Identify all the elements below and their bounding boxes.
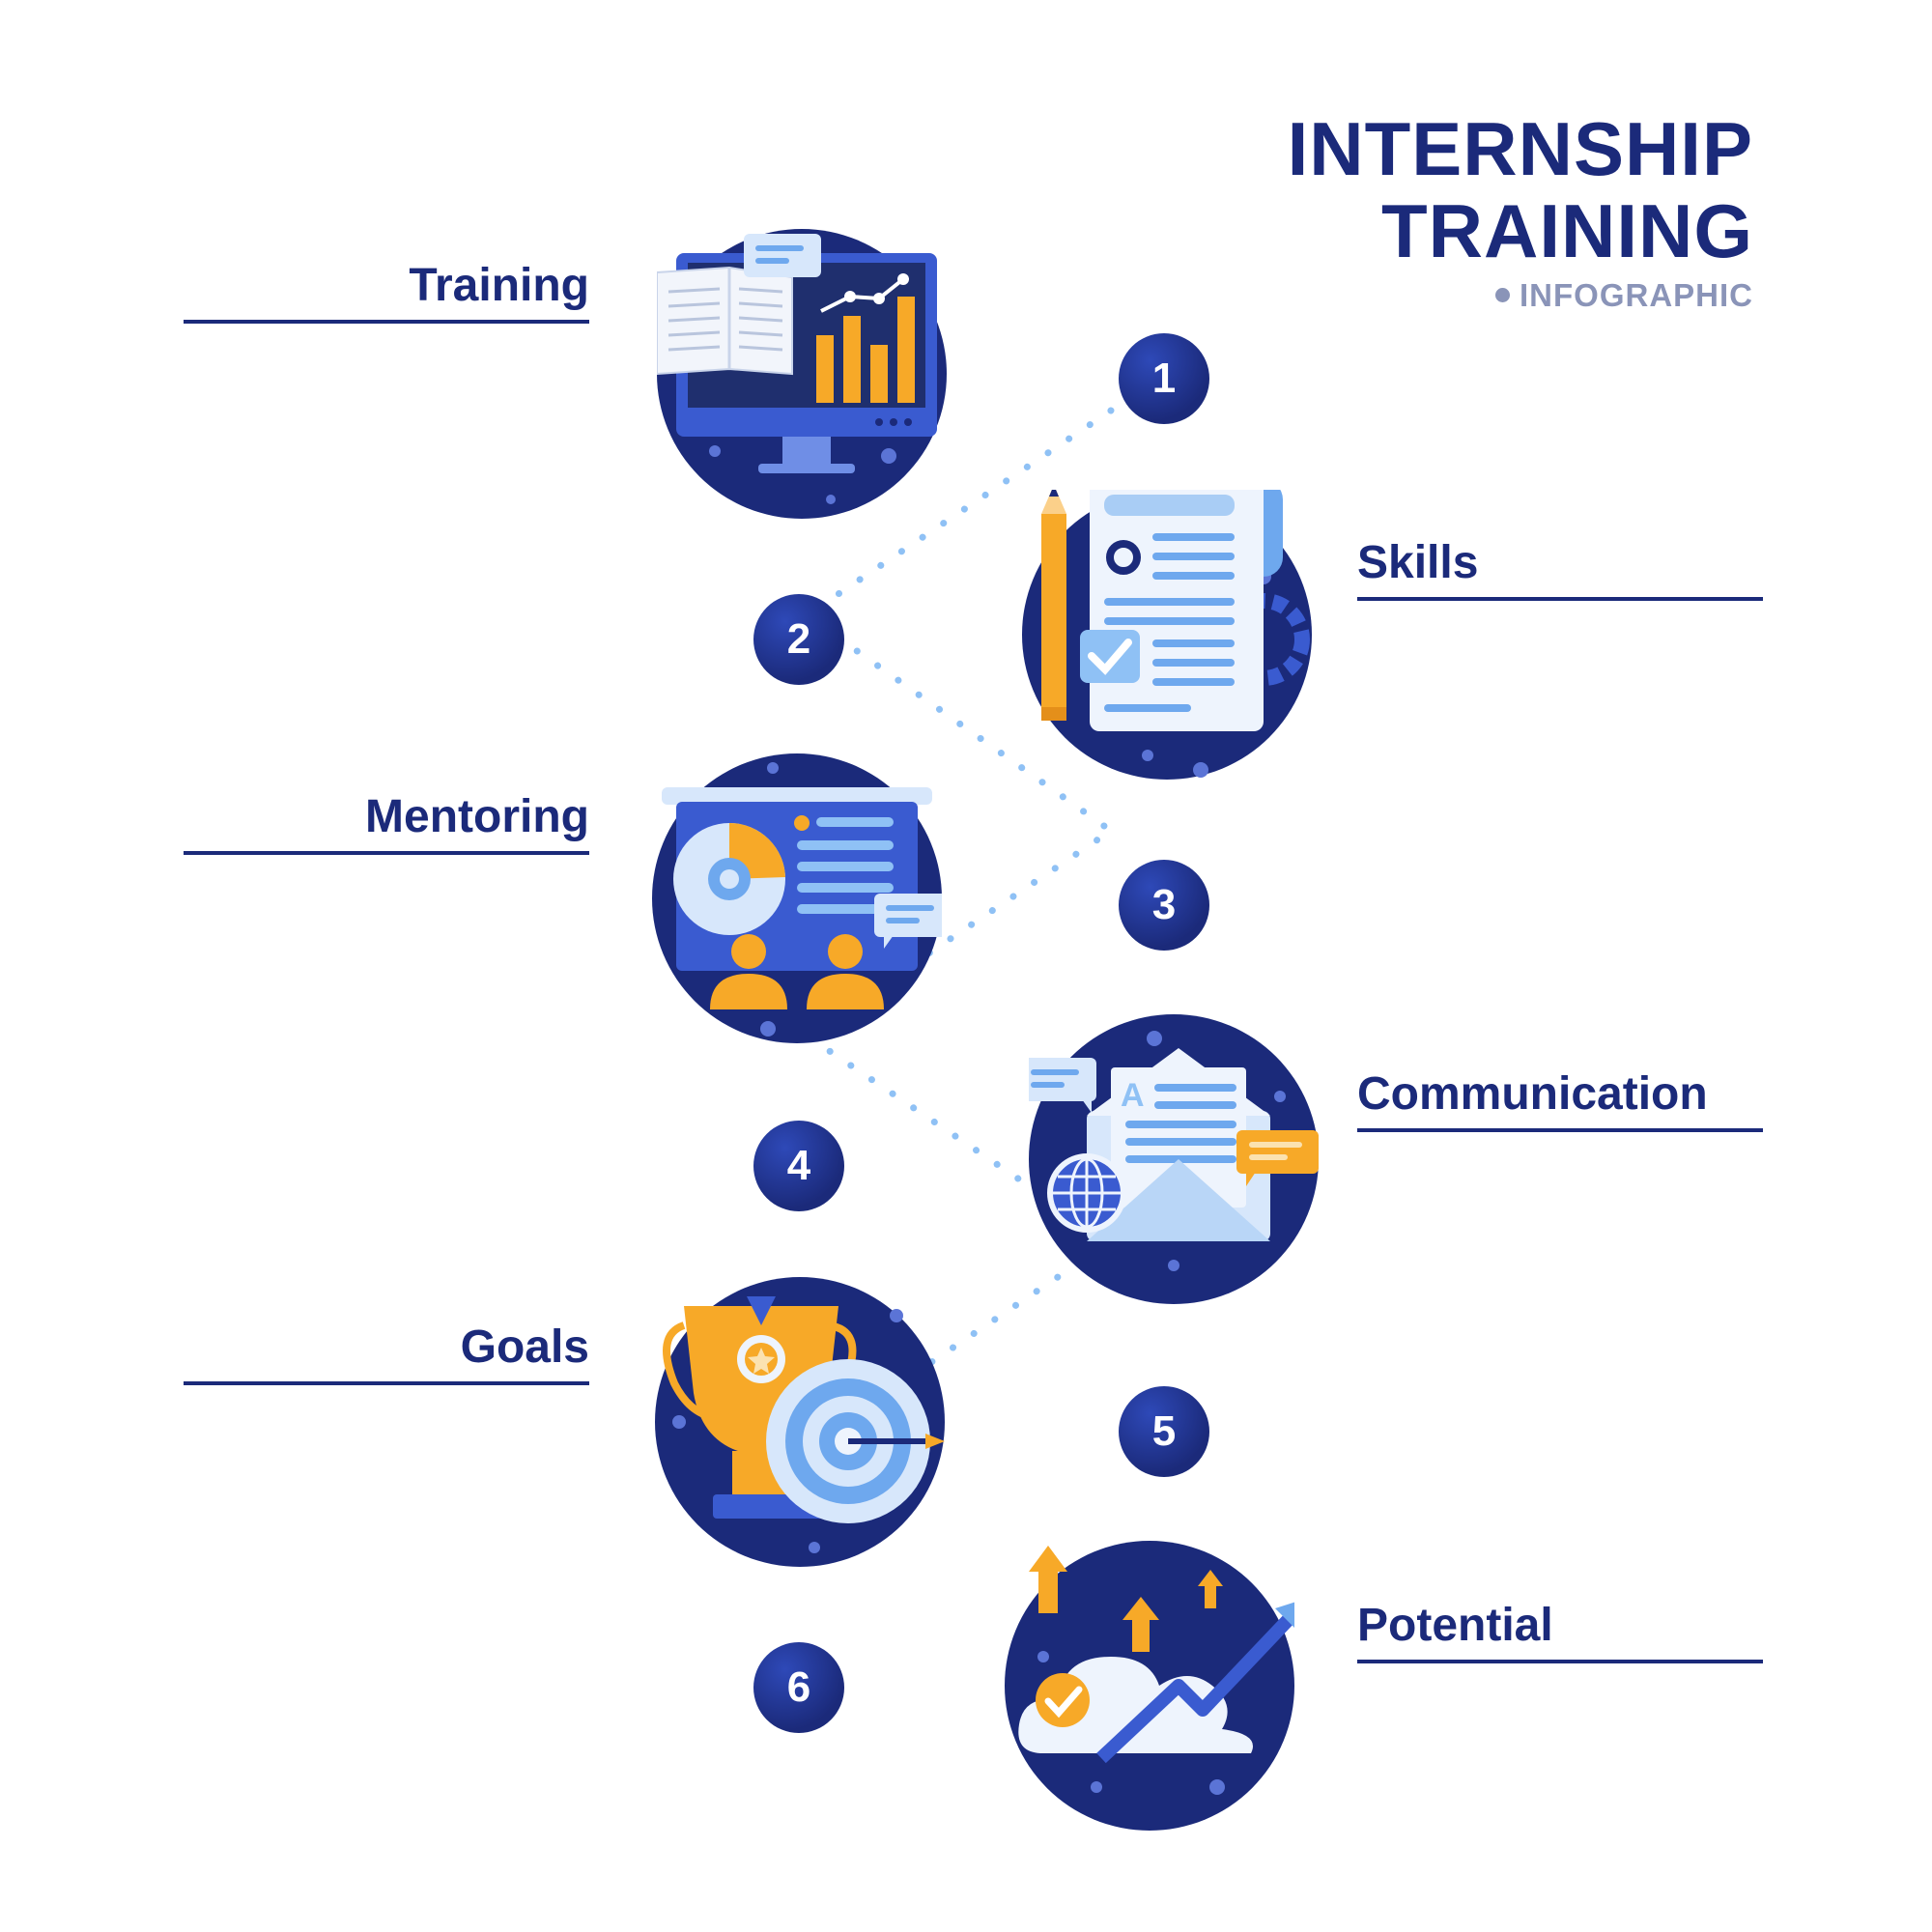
svg-text:A: A xyxy=(1121,1077,1145,1114)
presentation-board-icon xyxy=(652,753,942,1043)
step-label-skills: Skills xyxy=(1357,536,1763,601)
checklist-document-icon xyxy=(1022,490,1312,780)
step-number-5: 5 xyxy=(1119,1386,1209,1477)
step-number-1: 1 xyxy=(1119,333,1209,424)
subtitle-text: INFOGRAPHIC xyxy=(1520,277,1753,313)
step-number-3: 3 xyxy=(1119,860,1209,951)
step-label-mentoring: Mentoring xyxy=(184,790,589,855)
step-label-potential: Potential xyxy=(1357,1599,1763,1663)
monitor-book-chart-icon xyxy=(657,229,947,519)
trophy-target-icon xyxy=(655,1277,945,1567)
step-number-4: 4 xyxy=(753,1121,844,1211)
step-number-2: 2 xyxy=(753,594,844,685)
step-label-training: Training xyxy=(184,259,589,324)
title-line-1: INTERNSHIP xyxy=(1287,106,1753,191)
title-line-2: TRAINING xyxy=(1381,188,1753,273)
step-label-goals: Goals xyxy=(184,1321,589,1385)
cloud-growth-arrow-icon xyxy=(1005,1541,1294,1831)
step-number-6: 6 xyxy=(753,1642,844,1733)
step-label-communication: Communication xyxy=(1357,1067,1763,1132)
envelope-chat-globe-icon xyxy=(1029,1014,1319,1304)
